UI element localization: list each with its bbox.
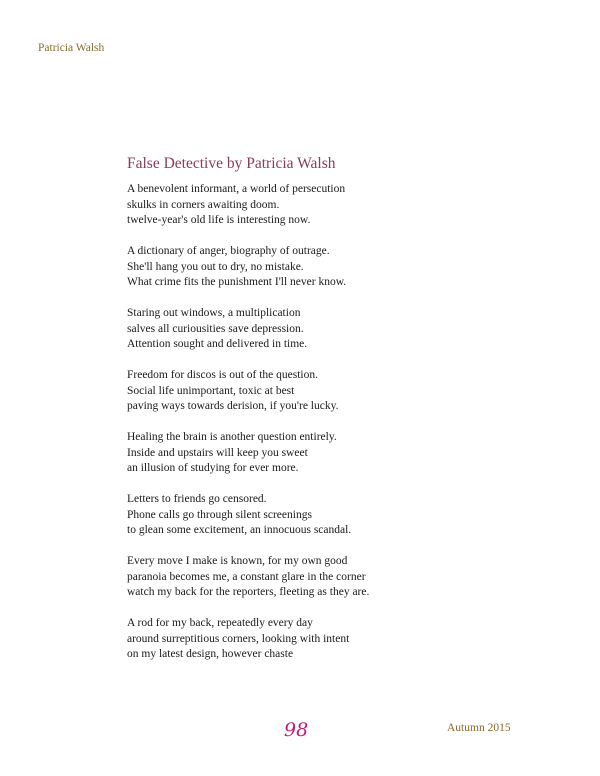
stanza xyxy=(127,430,547,477)
poem-line: twelve-year's old life is interesting now. xyxy=(127,214,311,226)
poem-line: watch my back for the reporters, fleeting as they are. xyxy=(127,586,370,598)
poem-line: Freedom for discos is out of the question. xyxy=(127,369,319,381)
stanza xyxy=(127,554,547,601)
poem-line: Staring out windows, a multiplication xyxy=(127,307,301,319)
poem-line: She'll hang you out to dry, no mistake. xyxy=(127,260,304,273)
poem-line: Social life unimportant, toxic at best xyxy=(127,384,295,397)
stanza xyxy=(127,492,547,539)
poem-line: around surreptitious corners, looking with intent xyxy=(127,632,350,645)
issue-season: Autumn 2015 xyxy=(447,722,511,734)
poem-line: Inside and upstairs will keep you sweet xyxy=(127,446,308,459)
poem-line: on my latest design, however chaste xyxy=(127,648,294,660)
stanza xyxy=(127,306,547,353)
poem-title: False Detective by Patricia Walsh xyxy=(127,155,336,172)
poem-line: Letters to friends go censored. xyxy=(127,493,267,505)
poem-line: paving ways towards derision, if you're lucky. xyxy=(127,400,339,412)
stanza xyxy=(127,368,547,415)
poem-line: to glean some excitement, an innocuous scandal. xyxy=(127,524,352,536)
poem-line: an illusion of studying for ever more. xyxy=(127,462,299,474)
poem-line: Healing the brain is another question entirely. xyxy=(127,431,337,443)
poem-line: A rod for my back, repeatedly every day xyxy=(127,617,313,629)
poem-line: Attention sought and delivered in time. xyxy=(127,338,308,350)
stanza xyxy=(127,182,547,229)
page-number: 98 xyxy=(284,719,309,741)
poem-line: A dictionary of anger, biography of outrage. xyxy=(127,245,330,257)
poem-line: salves all curiousities save depression. xyxy=(127,322,304,335)
poem-line: What crime fits the punishment I'll never know. xyxy=(127,276,347,288)
poem-line: paranoia becomes me, a constant glare in the corner xyxy=(127,570,366,583)
stanza xyxy=(127,244,547,291)
stanza xyxy=(127,616,547,663)
poem-line: Every move I make is known, for my own good xyxy=(127,555,348,567)
running-header-author: Patricia Walsh xyxy=(38,42,105,54)
poem-line: skulks in corners awaiting doom. xyxy=(127,198,280,211)
poem-line: Phone calls go through silent screenings xyxy=(127,508,312,521)
poem-body xyxy=(127,182,547,678)
poem-line: A benevolent informant, a world of persecution xyxy=(127,183,346,195)
